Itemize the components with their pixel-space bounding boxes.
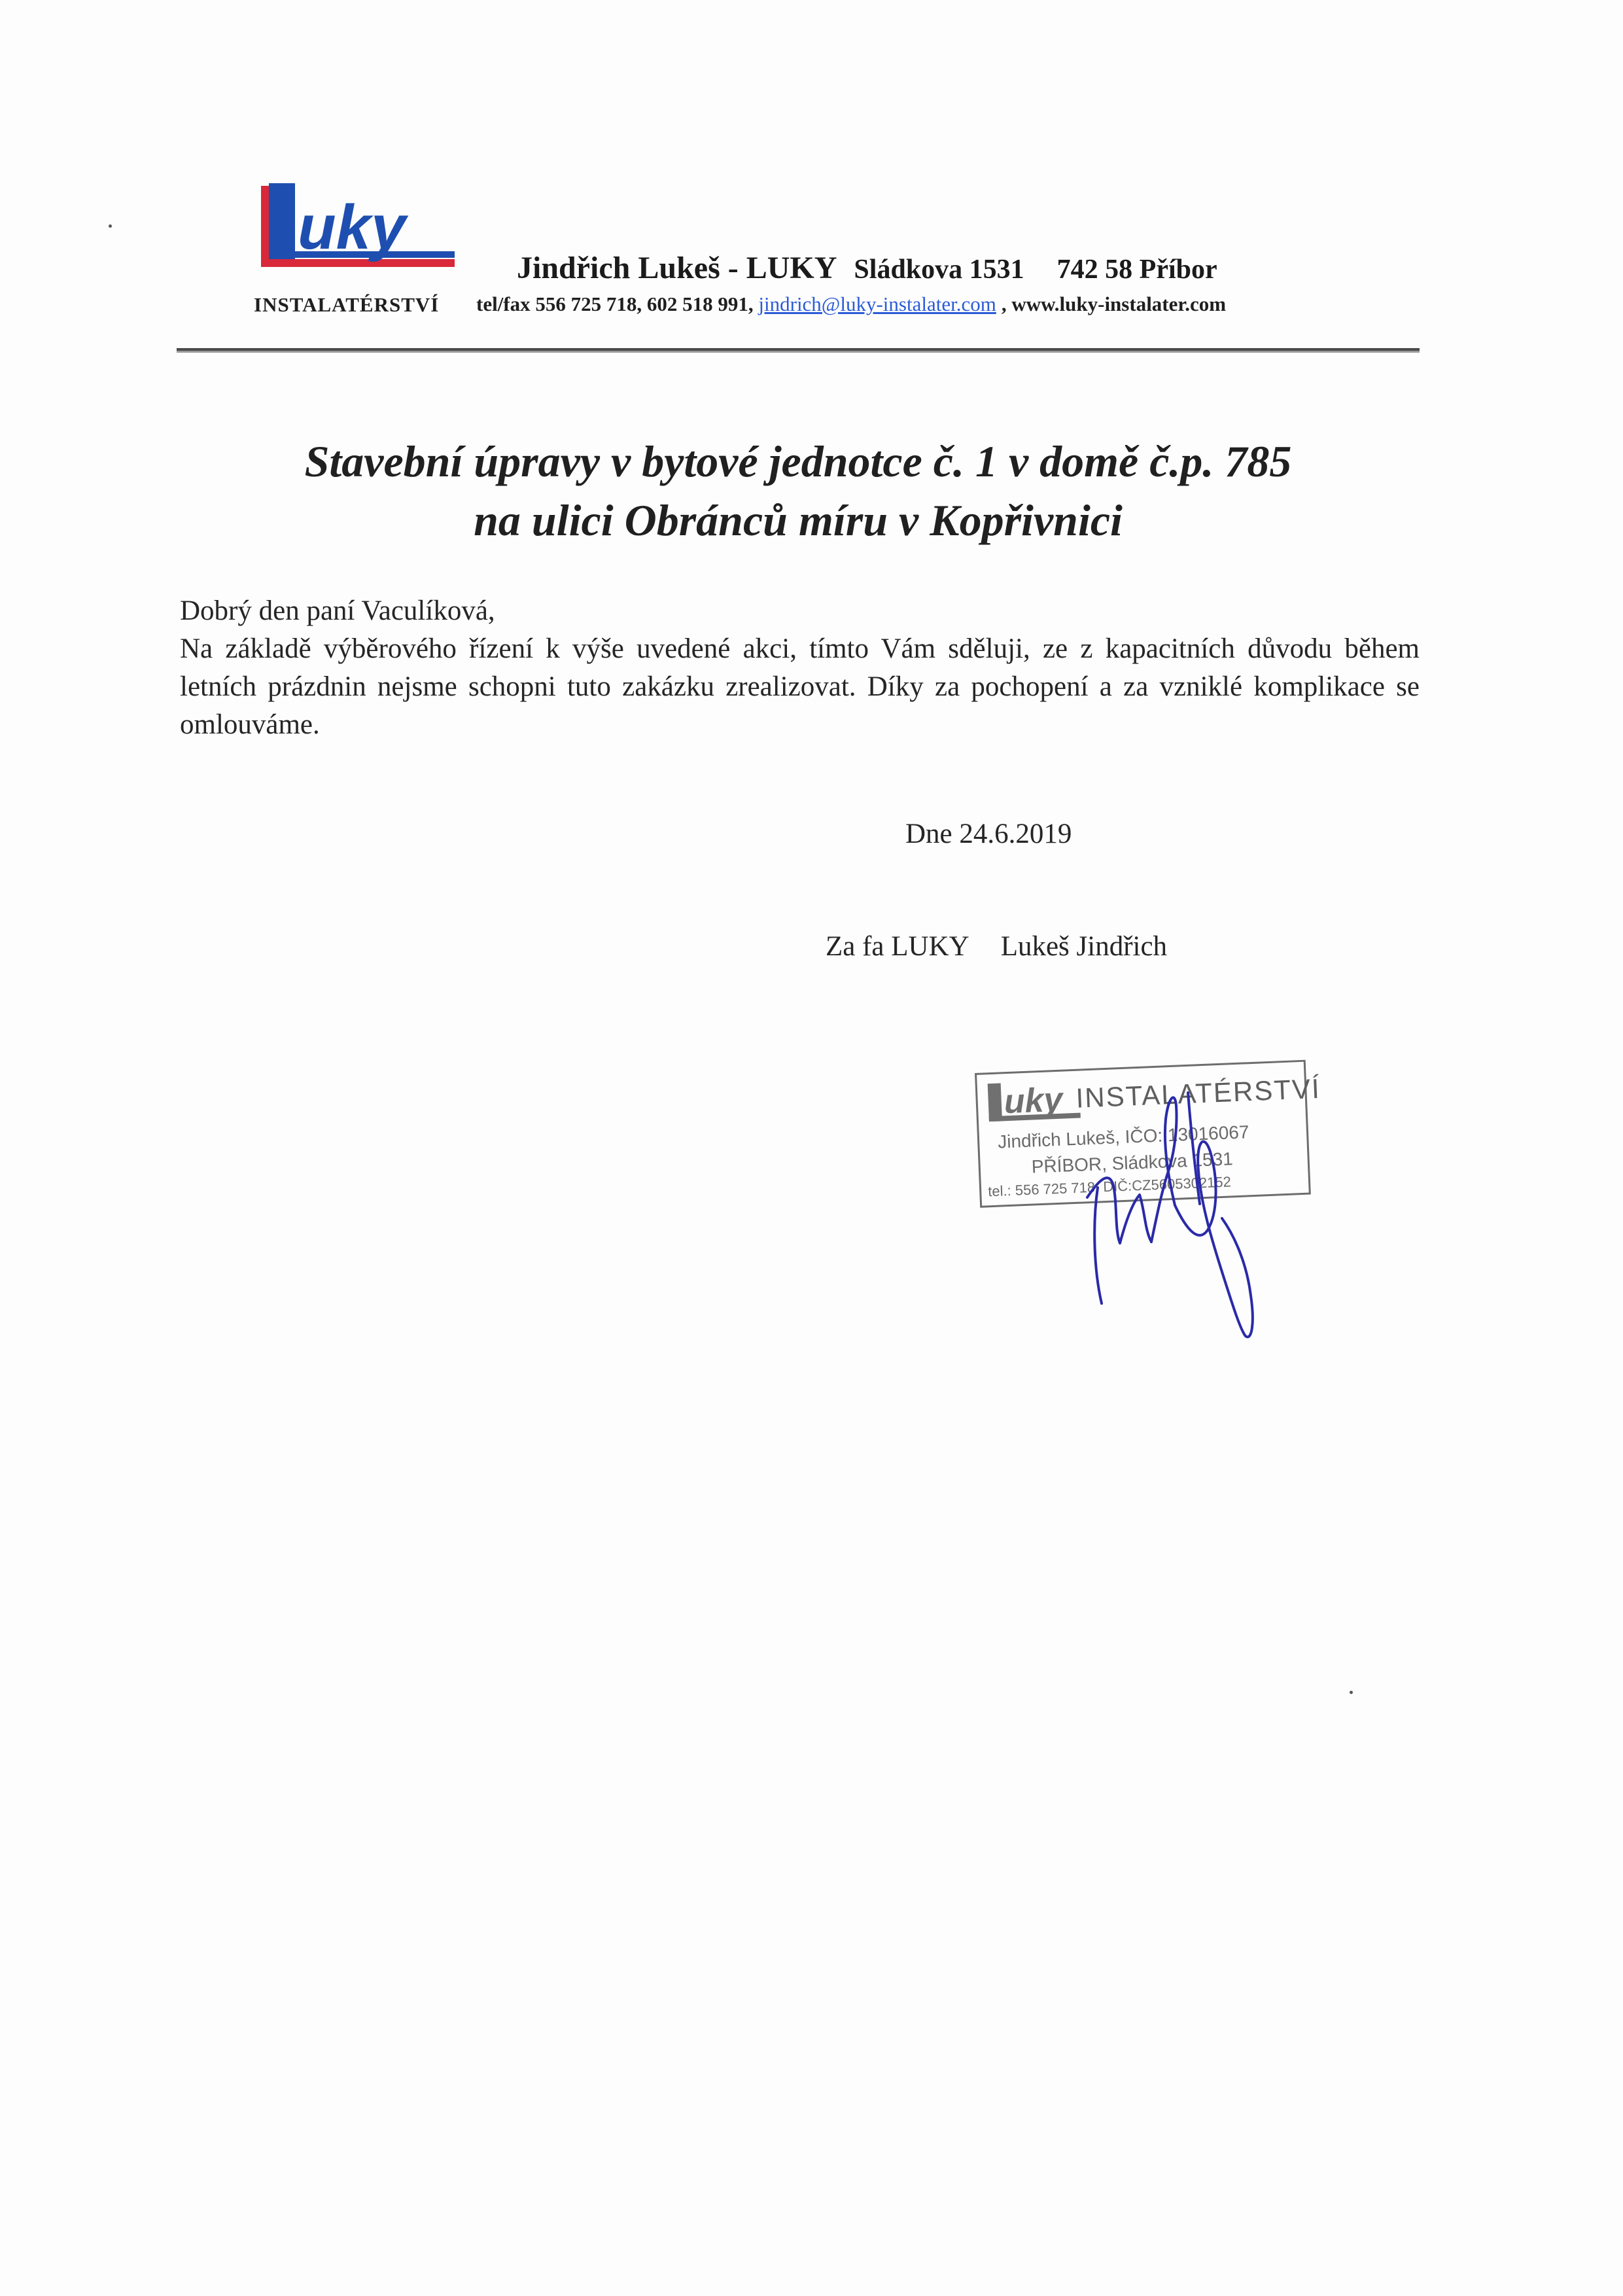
website-text: , www.luky-instalater.com (1001, 292, 1227, 315)
header-divider (177, 348, 1420, 353)
title-line-2: na ulici Obránců míru v Kopřivnici (474, 495, 1123, 545)
svg-text:uky: uky (1003, 1080, 1064, 1122)
contact-line (476, 292, 1226, 316)
letter-title (177, 432, 1420, 550)
stamp-line-1: Jindřich Lukeš, IČO: 13016067 (997, 1122, 1250, 1152)
letter-body (180, 592, 1420, 744)
title-line-1: Stavební úpravy v bytové jednotce č. 1 v domě č.p. 785 (304, 436, 1292, 486)
email-link[interactable]: jindrich@luky-instalater.com (758, 292, 996, 315)
company-info-line (517, 250, 1217, 286)
svg-text:uky: uky (298, 192, 406, 262)
stamp-line-3: tel.: 556 725 718, DIČ:CZ5605302152 (987, 1173, 1232, 1200)
scan-speck (109, 224, 112, 228)
phone-numbers: tel/fax 556 725 718, 602 518 991, (476, 292, 754, 315)
company-address: Sládkova 1531 (854, 255, 1024, 285)
company-city: 742 58 Příbor (1056, 255, 1217, 285)
stamp-title: INSTALATÉRSTVÍ (1075, 1072, 1321, 1114)
body-paragraph: Na základě výběrového řízení k výše uvedené akci, tímto Vám sděluji, ze z kapacitních důvodu během letních prázdnin nejsme schopni tuto zakázku zrealizovat. Díky za pochopení a za vzniklé komplikace se omlouváme. (180, 633, 1420, 740)
company-name: Jindřich Lukeš - LUKY (517, 251, 837, 285)
signature-name: Lukeš Jindřich (1000, 931, 1168, 962)
letter-date: Dne 24.6.2019 (905, 819, 1072, 849)
stamp-line-2: PŘÍBOR, Sládkova 1531 (1031, 1148, 1234, 1177)
signature-line (826, 930, 1167, 963)
handwritten-signature (1047, 1034, 1282, 1341)
signature-company: Za fa LUKY (826, 931, 969, 962)
greeting: Dobrý den paní Vaculíková, (180, 595, 495, 626)
logo-subtitle: INSTALATÉRSTVÍ (254, 293, 440, 316)
scan-speck (1350, 1691, 1353, 1694)
luky-logo (258, 183, 455, 278)
